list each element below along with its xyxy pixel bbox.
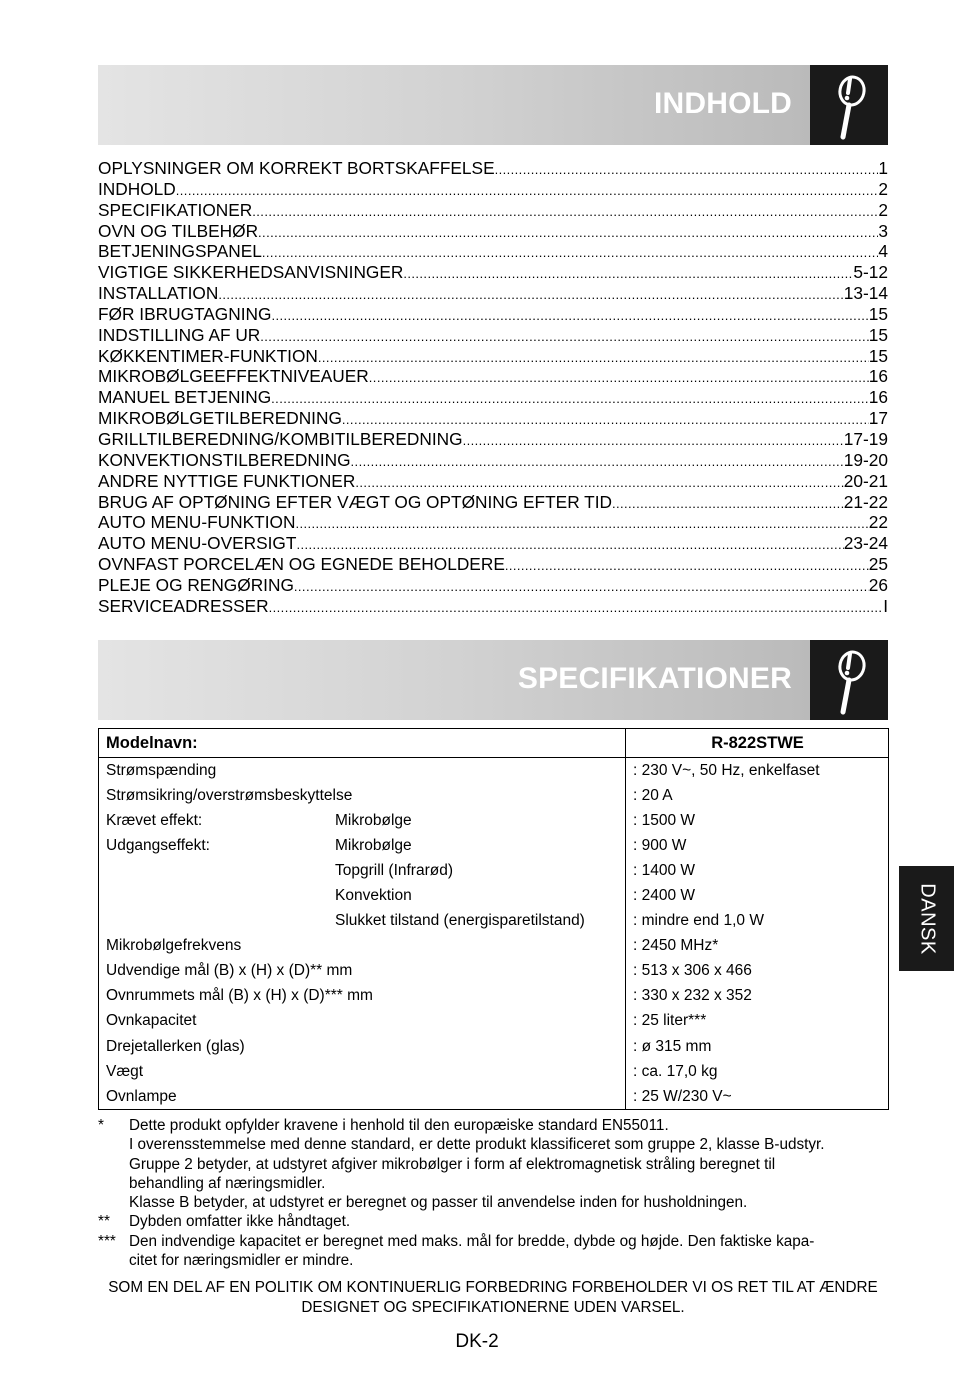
spec-value: : ca. 17,0 kg <box>626 1059 889 1084</box>
spec-value: : 330 x 232 x 352 <box>626 984 889 1009</box>
toc-entry-label: ANDRE NYTTIGE FUNKTIONER <box>98 470 356 491</box>
toc-entry-page: 16 <box>868 366 888 387</box>
spec-row <box>99 959 889 984</box>
toc-entry-label: KØKKENTIMER-FUNKTION <box>98 345 318 366</box>
disclaimer-line: SOM EN DEL AF EN POLITIK OM KONTINUERLIG FORBEDRING FORBEHOLDER VI OS RET TIL AT ÆNDRE <box>108 1279 878 1296</box>
spec-label: Ovnkapacitet <box>106 1012 197 1030</box>
toc-entry-page: 20-21 <box>843 470 888 491</box>
toc-entry-page: 26 <box>868 574 888 595</box>
toc-entry-page: 4 <box>878 241 888 262</box>
spec-sublabel: Mikrobølge <box>335 811 412 829</box>
spec-label: Drejetallerken (glas) <box>106 1037 245 1055</box>
toc-entry-label: MIKROBØLGEEFFEKTNIVEAUER <box>98 366 369 387</box>
toc-leader-dots <box>176 179 879 202</box>
toc-entry-label: PLEJE OG RENGØRING <box>98 574 294 595</box>
toc-leader-dots <box>294 575 869 598</box>
toc-entry <box>98 262 888 283</box>
toc-entry-page: 17-19 <box>843 428 888 449</box>
toc-entry-page: 16 <box>868 387 888 408</box>
toc-entry <box>98 471 888 492</box>
footnote-line <box>98 1193 888 1212</box>
toc-entry-label: INDSTILLING AF UR <box>98 324 261 345</box>
toc-leader-dots <box>342 408 869 431</box>
spec-label: Vægt <box>106 1062 144 1080</box>
spec-row <box>99 1059 889 1084</box>
toc-entry <box>98 533 888 554</box>
toc-entry <box>98 450 888 471</box>
footnote-marker <box>98 1155 129 1174</box>
footnote-marker: *** <box>98 1232 116 1250</box>
spec-row <box>99 783 889 808</box>
toc-entry <box>98 512 888 533</box>
toc-entry-page: 15 <box>868 324 888 345</box>
language-tab <box>899 866 954 971</box>
spec-row <box>99 909 889 934</box>
toc-entry-page: 21-22 <box>843 491 888 512</box>
spec-label <box>99 858 329 883</box>
toc-leader-dots <box>295 512 868 535</box>
footnote-line <box>98 1155 888 1174</box>
footnotes <box>98 1116 888 1270</box>
toc-entry-page: I <box>883 595 888 616</box>
contents-title: INDHOLD <box>653 87 792 120</box>
footnote-marker <box>98 1174 129 1193</box>
spec-label: Mikrobølgefrekvens <box>106 937 242 955</box>
spec-row <box>99 1009 889 1034</box>
toc-entry-page: 2 <box>878 199 888 220</box>
toc-leader-dots <box>258 221 878 244</box>
footnote-marker <box>98 1251 129 1270</box>
toc-leader-dots <box>351 450 844 473</box>
spec-value: : 25 liter*** <box>626 1009 889 1034</box>
info-marker-icon <box>810 65 888 145</box>
toc-entry-label: OVN OG TILBEHØR <box>98 220 259 241</box>
page-number: DK-2 <box>455 1331 499 1352</box>
toc-entry-label: MANUEL BETJENING <box>98 387 272 408</box>
toc-entry-page: 1 <box>878 158 888 178</box>
spec-value: : ø 315 mm <box>626 1034 889 1059</box>
toc-entry-page: 15 <box>868 303 888 324</box>
spec-row <box>99 1034 889 1059</box>
spec-row <box>99 883 889 908</box>
spec-label: Strømspænding <box>106 761 217 779</box>
toc-entry <box>98 596 888 617</box>
spec-value: : 25 W/230 V~ <box>626 1084 889 1110</box>
specs-title: SPECIFIKATIONER <box>517 662 792 695</box>
toc-leader-dots <box>369 366 869 389</box>
spec-label: Ovnlampe <box>106 1087 177 1105</box>
spec-value: : 2450 MHz* <box>626 934 889 959</box>
toc-leader-dots <box>252 200 878 223</box>
toc-entry-label: VIGTIGE SIKKERHEDSANVISNINGER <box>98 262 404 283</box>
toc-leader-dots <box>296 533 843 556</box>
footnote-text: Dybden omfatter ikke håndtaget. <box>129 1213 351 1231</box>
spec-value: : 1500 W <box>626 808 889 833</box>
spec-label: Ovnrummets mål (B) x (H) x (D)*** mm <box>106 987 373 1005</box>
footnote-text: Klasse B betyder, at udstyret er beregnet og passer til anvendelse inden for husholdningen. <box>129 1194 748 1212</box>
toc-entry <box>98 304 888 325</box>
toc-entry-page: 22 <box>868 512 888 533</box>
toc-entry <box>98 408 888 429</box>
spec-row <box>99 1084 889 1110</box>
toc-leader-dots <box>612 492 844 515</box>
spec-label: Krævet effekt: <box>106 811 203 829</box>
toc-entry-label: GRILLTILBEREDNING/KOMBITILBEREDNING <box>98 428 463 449</box>
toc-entry-page: 17 <box>868 408 888 429</box>
footnote-line <box>98 1116 888 1135</box>
toc-leader-dots <box>403 262 853 285</box>
toc-entry-label: OVNFAST PORCELÆN OG EGNEDE BEHOLDERE <box>98 554 505 575</box>
toc-entry-label: KONVEKTIONSTILBEREDNING <box>98 449 351 470</box>
toc-entry-label: INSTALLATION <box>98 283 219 304</box>
toc-entry <box>98 554 888 575</box>
spec-value: : mindre end 1,0 W <box>626 909 889 934</box>
footnote-text: Gruppe 2 betyder, at udstyret afgiver mikrobølger i form af elektromagnetisk stråling beregnet til <box>129 1155 776 1173</box>
toc-leader-dots <box>463 429 844 452</box>
toc-entry <box>98 283 888 304</box>
toc-entry-page: 19-20 <box>843 449 888 470</box>
toc-entry-label: INDHOLD <box>98 178 176 199</box>
toc-entry-label: BRUG AF OPTØNING EFTER VÆGT OG OPTØNING EFTER TID <box>98 491 612 512</box>
spec-row <box>99 758 889 784</box>
disclaimer <box>98 1278 888 1317</box>
toc-entry-label: AUTO MENU-FUNKTION <box>98 512 296 533</box>
spec-sublabel: Konvektion <box>335 887 412 905</box>
toc-entry <box>98 325 888 346</box>
spec-sublabel: Topgrill (Infrarød) <box>335 861 453 879</box>
toc-entry-label: OPLYSNINGER OM KORREKT BORTSKAFFELSE <box>98 158 495 178</box>
footnote-line <box>98 1135 888 1154</box>
spec-row <box>99 833 889 858</box>
specs-header-row <box>99 729 889 758</box>
spec-row <box>99 984 889 1009</box>
toc-entry <box>98 158 888 179</box>
footnote-line <box>98 1251 888 1270</box>
toc-entry-page: 13-14 <box>843 283 888 304</box>
toc-entry <box>98 200 888 221</box>
toc-leader-dots <box>318 346 869 369</box>
spec-value: : 513 x 306 x 466 <box>626 959 889 984</box>
toc-entry <box>98 492 888 513</box>
spec-label <box>99 883 329 908</box>
toc-leader-dots <box>271 387 869 410</box>
footnote-line <box>98 1232 888 1251</box>
toc-leader-dots <box>355 471 843 494</box>
contents-banner <box>98 65 888 145</box>
model-value: R-822STWE <box>626 729 889 758</box>
toc-leader-dots <box>262 241 878 264</box>
model-label: Modelnavn: <box>99 729 626 758</box>
spec-row <box>99 858 889 883</box>
spec-label: Udvendige mål (B) x (H) x (D)** mm <box>106 962 353 980</box>
toc-entry <box>98 221 888 242</box>
toc-entry-page: 25 <box>868 554 888 575</box>
footnote-text: citet for næringsmidler er mindre. <box>129 1252 354 1270</box>
toc-leader-dots <box>271 304 868 327</box>
spec-row <box>99 808 889 833</box>
specs-table <box>98 728 889 1110</box>
toc-entry-label: SERVICEADRESSER <box>98 595 269 616</box>
spec-sublabel: Slukket tilstand (energisparetilstand) <box>335 912 585 930</box>
toc-entry <box>98 346 888 367</box>
footnote-text: I overensstemmelse med denne standard, er dette produkt klassificeret som gruppe 2, klasse B-udstyr. <box>129 1136 825 1154</box>
toc-entry <box>98 575 888 596</box>
spec-label: Udgangseffekt: <box>106 836 210 854</box>
toc-entry-label: SPECIFIKATIONER <box>98 199 253 220</box>
toc-entry-label: FØR IBRUGTAGNING <box>98 303 272 324</box>
toc-entry-label: BETJENINGSPANEL <box>98 241 262 262</box>
spec-row <box>99 934 889 959</box>
toc-leader-dots <box>260 325 868 348</box>
footnote-marker: * <box>98 1117 104 1134</box>
specs-banner <box>98 640 888 720</box>
toc-leader-dots <box>495 158 879 181</box>
toc-entry-page: 5-12 <box>853 262 888 283</box>
table-of-contents <box>98 158 888 617</box>
toc-entry-label: MIKROBØLGETILBEREDNING <box>98 408 342 429</box>
toc-leader-dots <box>269 596 884 619</box>
toc-leader-dots <box>505 554 869 577</box>
spec-label: Strømsikring/overstrømsbeskyttelse <box>106 786 353 804</box>
footnote-text: Den indvendige kapacitet er beregnet med maks. mål for bredde, dybde og højde. Den faktiske kapa- <box>129 1232 815 1250</box>
spec-label <box>99 909 329 934</box>
footnote-marker <box>98 1193 129 1212</box>
spec-value: : 230 V~, 50 Hz, enkelfaset <box>626 758 889 784</box>
footnote-text: Dette produkt opfylder kravene i henhold til den europæiske standard EN55011. <box>129 1117 669 1134</box>
footnote-line <box>98 1174 888 1193</box>
footnote-marker <box>98 1135 129 1154</box>
toc-entry <box>98 179 888 200</box>
footnote-text: behandling af næringsmidler. <box>129 1174 326 1192</box>
spec-value: : 1400 W <box>626 858 889 883</box>
toc-entry-page: 23-24 <box>843 533 888 554</box>
toc-entry <box>98 241 888 262</box>
footnote-line <box>98 1212 888 1231</box>
spec-value: : 900 W <box>626 833 889 858</box>
toc-entry-page: 15 <box>868 345 888 366</box>
toc-entry <box>98 387 888 408</box>
toc-entry-page: 3 <box>878 220 888 241</box>
toc-leader-dots <box>218 283 843 306</box>
spec-value: : 2400 W <box>626 883 889 908</box>
toc-entry <box>98 429 888 450</box>
language-tab-label: DANSK <box>916 882 938 955</box>
toc-entry <box>98 366 888 387</box>
spec-value: : 20 A <box>626 783 889 808</box>
toc-entry-page: 2 <box>878 178 888 199</box>
info-marker-icon <box>810 640 888 720</box>
spec-sublabel: Mikrobølge <box>335 836 412 854</box>
toc-entry-label: AUTO MENU-OVERSIGT <box>98 533 297 554</box>
disclaimer-line: DESIGNET OG SPECIFIKATIONERNE UDEN VARSEL. <box>301 1298 685 1316</box>
footnote-marker: ** <box>98 1213 110 1231</box>
